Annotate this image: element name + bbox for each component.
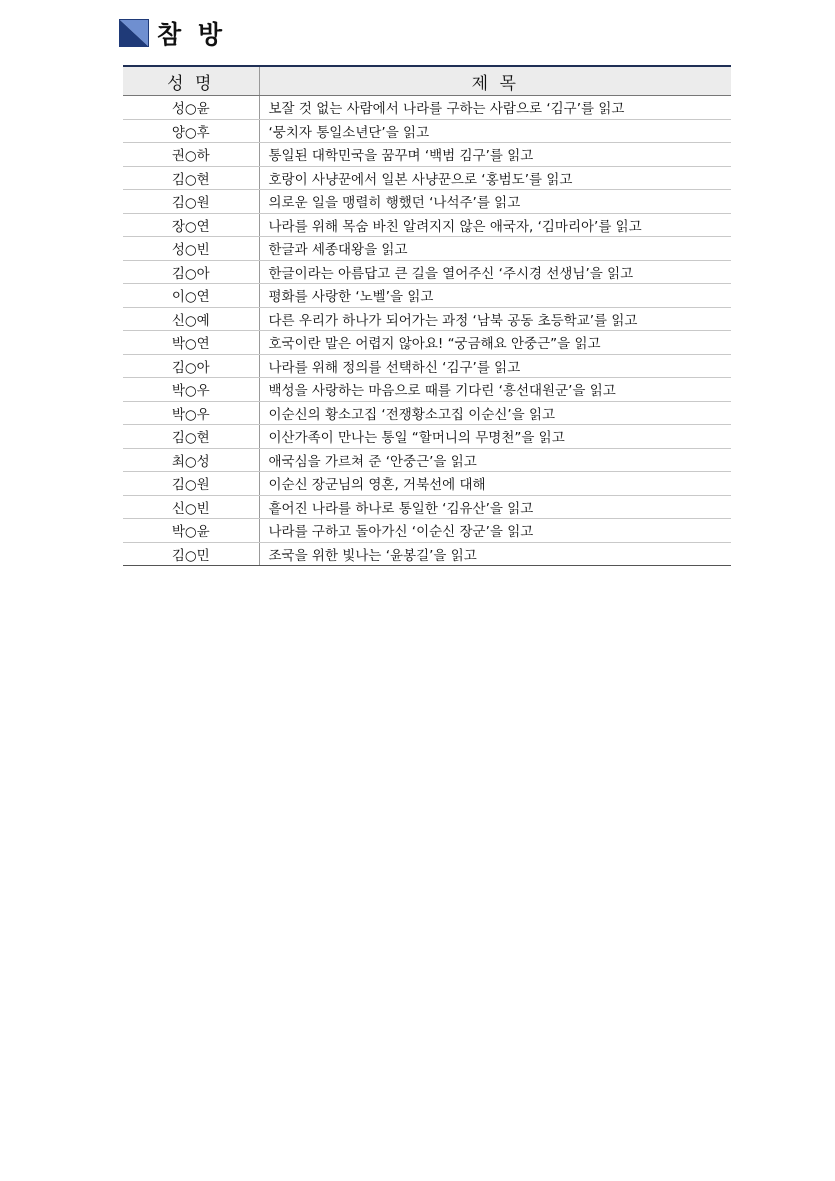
student-name-cell: 박○우 bbox=[123, 401, 259, 425]
student-name-cell: 박○연 bbox=[123, 331, 259, 355]
student-name-cell: 김○아 bbox=[123, 354, 259, 378]
essay-title-cell: 이순신의 황소고집 ‘전쟁황소고집 이순신’을 읽고 bbox=[259, 401, 731, 425]
essay-title-cell: 평화를 사랑한 ‘노벨’을 읽고 bbox=[259, 284, 731, 308]
table-row bbox=[123, 260, 731, 284]
essay-title-cell: 호국이란 말은 어렵지 않아요! “궁금해요 안중근”을 읽고 bbox=[259, 331, 731, 355]
essay-title-cell: 애국심을 가르쳐 준 ‘안중근’을 읽고 bbox=[259, 448, 731, 472]
section-heading bbox=[119, 17, 226, 49]
table-row bbox=[123, 166, 731, 190]
table-row bbox=[123, 237, 731, 261]
table-row bbox=[123, 448, 731, 472]
essay-title-cell: 나라를 위해 정의를 선택하신 ‘김구’를 읽고 bbox=[259, 354, 731, 378]
table-row bbox=[123, 143, 731, 167]
table-row bbox=[123, 425, 731, 449]
student-name-cell: 양○후 bbox=[123, 119, 259, 143]
essay-title-cell: 흩어진 나라를 하나로 통일한 ‘김유산’을 읽고 bbox=[259, 495, 731, 519]
essay-title-cell: 한글이라는 아름답고 큰 길을 열어주신 ‘주시경 선생님’을 읽고 bbox=[259, 260, 731, 284]
table-row bbox=[123, 495, 731, 519]
essay-title-cell: 나라를 구하고 돌아가신 ‘이순신 장군’을 읽고 bbox=[259, 519, 731, 543]
student-name-cell: 최○성 bbox=[123, 448, 259, 472]
student-name-cell: 김○현 bbox=[123, 425, 259, 449]
essay-title-cell: ‘뭉치자 통일소년단’을 읽고 bbox=[259, 119, 731, 143]
table-row bbox=[123, 119, 731, 143]
student-name-cell: 박○윤 bbox=[123, 519, 259, 543]
table-row bbox=[123, 307, 731, 331]
student-name-cell: 성○빈 bbox=[123, 237, 259, 261]
table-row bbox=[123, 354, 731, 378]
essay-title-cell: 의로운 일을 맹렬히 행했던 ‘나석주’를 읽고 bbox=[259, 190, 731, 214]
student-name-cell: 김○아 bbox=[123, 260, 259, 284]
table-row bbox=[123, 190, 731, 214]
essay-title-cell: 한글과 세종대왕을 읽고 bbox=[259, 237, 731, 261]
student-name-cell: 김○원 bbox=[123, 190, 259, 214]
student-name-cell: 박○우 bbox=[123, 378, 259, 402]
table-row bbox=[123, 284, 731, 308]
student-name-cell: 김○민 bbox=[123, 542, 259, 566]
essay-title-cell: 백성을 사랑하는 마음으로 때를 기다린 ‘흥선대원군’을 읽고 bbox=[259, 378, 731, 402]
table-row bbox=[123, 472, 731, 496]
table-row bbox=[123, 96, 731, 120]
table-row bbox=[123, 213, 731, 237]
student-name-cell: 이○연 bbox=[123, 284, 259, 308]
essay-title-cell: 조국을 위한 빛나는 ‘윤봉길’을 읽고 bbox=[259, 542, 731, 566]
blue-triangle-square-icon bbox=[119, 19, 149, 47]
student-name-cell: 김○원 bbox=[123, 472, 259, 496]
student-name-cell: 신○예 bbox=[123, 307, 259, 331]
essay-title-cell: 호랑이 사냥꾼에서 일본 사냥꾼으로 ‘홍범도’를 읽고 bbox=[259, 166, 731, 190]
student-name-cell: 신○빈 bbox=[123, 495, 259, 519]
table-row bbox=[123, 378, 731, 402]
section-title: 참 방 bbox=[157, 20, 227, 49]
essay-title-cell: 이순신 장군님의 영혼, 거북선에 대해 bbox=[259, 472, 731, 496]
student-name-cell: 권○하 bbox=[123, 143, 259, 167]
essay-title-cell: 보잘 것 없는 사람에서 나라를 구하는 사람으로 ‘김구’를 읽고 bbox=[259, 96, 731, 120]
student-name-cell: 장○연 bbox=[123, 213, 259, 237]
student-name-cell: 성○윤 bbox=[123, 96, 259, 120]
essay-title-cell: 이산가족이 만나는 통일 “할머니의 무명천”을 읽고 bbox=[259, 425, 731, 449]
student-name-cell: 김○현 bbox=[123, 166, 259, 190]
column-header-title: 제 목 bbox=[259, 66, 731, 96]
table-row bbox=[123, 519, 731, 543]
essay-title-cell: 다른 우리가 하나가 되어가는 과정 ‘남북 공동 초등학교’를 읽고 bbox=[259, 307, 731, 331]
column-header-name: 성 명 bbox=[123, 66, 259, 96]
essay-title-cell: 나라를 위해 목숨 바친 알려지지 않은 애국자, ‘김마리아’를 읽고 bbox=[259, 213, 731, 237]
table-header-row bbox=[123, 66, 731, 96]
table-row bbox=[123, 401, 731, 425]
participants-table bbox=[123, 65, 731, 566]
table-body bbox=[123, 96, 731, 566]
essay-title-cell: 통일된 대학민국을 꿈꾸며 ‘백범 김구’를 읽고 bbox=[259, 143, 731, 167]
table-row bbox=[123, 542, 731, 566]
table-row bbox=[123, 331, 731, 355]
